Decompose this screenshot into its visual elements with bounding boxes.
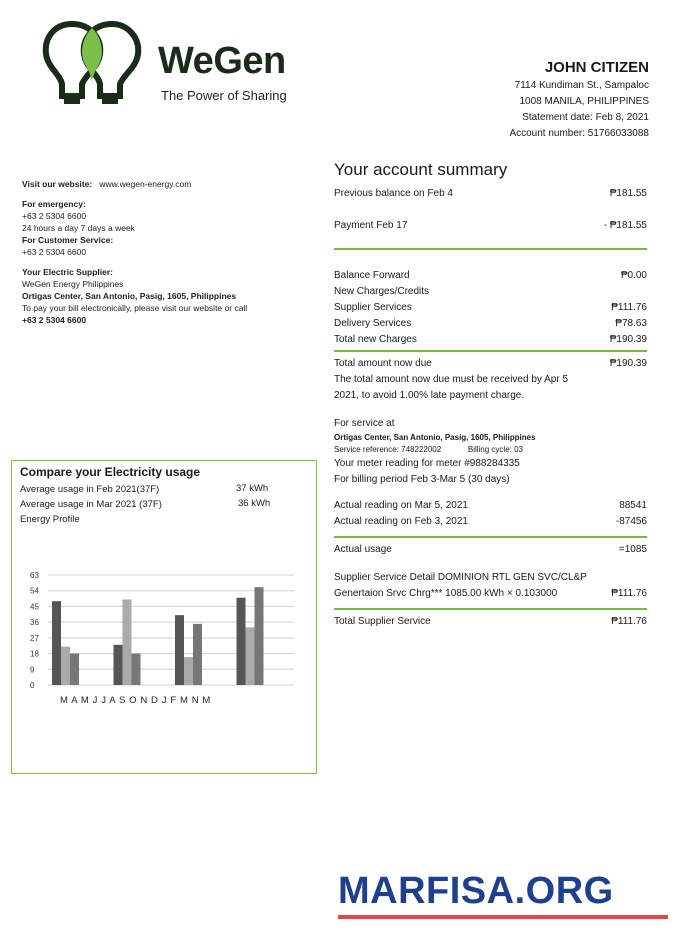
bar	[123, 599, 132, 685]
customer-address-1: 7114 Kundiman St., Sampaloc	[514, 80, 649, 91]
bar	[193, 624, 202, 685]
total-new-label: Total new Charges	[334, 334, 417, 345]
delivery-services-value: ₱78.63	[615, 318, 647, 329]
total-new-value: ₱190.39	[609, 334, 647, 345]
new-charges-label: New Charges/Credits	[334, 286, 430, 297]
bar	[246, 627, 255, 685]
supplier-detail-2: Genertaion Srvc Chrg*** 1085.00 kWh × 0.103000	[334, 588, 558, 599]
bar	[70, 654, 79, 685]
bar	[237, 598, 246, 685]
supplier-detail-row	[334, 586, 647, 602]
bar	[114, 645, 123, 685]
usage-comparison-box	[11, 460, 317, 774]
summary-title: Your account summary	[334, 160, 508, 179]
avg-mar-value: 36 kWh	[238, 498, 271, 509]
service-address: Ortigas Center, San Antonio, Pasig, 1605, Philippines	[334, 433, 536, 442]
avg-mar-label: Average usage in Mar 2021 (37F)	[20, 499, 162, 510]
website-link[interactable]: www.wegen-energy.com	[99, 179, 192, 189]
bar	[175, 615, 184, 685]
account-number: Account number: 51766033088	[509, 128, 649, 139]
due-note-2: 2021, to avoid 1.00% late payment charge.	[334, 390, 525, 401]
actual-feb-label: Actual reading on Feb 3, 2021	[334, 516, 468, 527]
previous-balance-value: ₱181.55	[609, 188, 647, 199]
watermark-underline	[338, 915, 668, 919]
bar	[255, 587, 264, 685]
y-tick-label: 9	[30, 665, 35, 675]
divider	[334, 536, 647, 538]
delivery-services-row	[334, 316, 647, 332]
service-reference: Service reference: 748222002	[334, 445, 442, 454]
actual-feb-value: -87456	[615, 516, 647, 527]
divider	[334, 608, 647, 610]
supplier-name: WeGen Energy Philippines	[22, 279, 124, 289]
balance-forward-label: Balance Forward	[334, 270, 410, 281]
brand-tagline: The Power of Sharing	[161, 88, 287, 103]
customer-address-2: 1008 MANILA, PHILIPPINES	[519, 96, 649, 107]
amount-due-label: Total amount now due	[334, 358, 432, 369]
billing-cycle: Billing cycle: 03	[467, 445, 523, 454]
actual-feb-row	[334, 514, 647, 530]
new-charges-row	[334, 284, 647, 300]
brand-name: WeGen	[158, 40, 286, 82]
y-tick-label: 54	[30, 586, 39, 596]
bar	[61, 647, 70, 685]
supplier-services-row	[334, 300, 647, 316]
energy-profile-label: Energy Profile	[20, 514, 80, 525]
previous-balance-row	[334, 186, 647, 202]
account-summary	[334, 160, 647, 630]
pay-note: To pay your bill electronically, please visit our website or call	[22, 303, 248, 313]
meter-reading: Your meter reading for meter #988284335	[334, 458, 520, 469]
x-tick-labels: M A M J J A S O N D J F M N M	[60, 695, 211, 706]
payment-row	[334, 218, 647, 234]
divider	[334, 248, 647, 250]
energy-usage-chart	[12, 561, 315, 751]
emergency-phone: +63 2 5304 6600	[22, 211, 87, 221]
total-new-row	[334, 332, 647, 348]
previous-balance-label: Previous balance on Feb 4	[334, 188, 453, 199]
payment-value: - ₱181.55	[603, 220, 647, 231]
pay-phone: +63 2 5304 6600	[22, 315, 87, 325]
service-at-label: For service at	[334, 418, 395, 429]
billing-period: For billing period Feb 3-Mar 5 (30 days)	[334, 474, 510, 485]
delivery-services-label: Delivery Services	[334, 318, 412, 329]
supplier-services-label: Supplier Services	[334, 302, 412, 313]
supplier-address: Ortigas Center, San Antonio, Pasig, 1605, Philippines	[22, 291, 237, 301]
avg-feb-label: Average usage in Feb 2021(37F)	[20, 484, 160, 495]
amount-due-value: ₱190.39	[609, 358, 647, 369]
supplier-detail-amount: ₱111.76	[611, 588, 647, 599]
actual-usage-row	[334, 542, 647, 558]
y-tick-label: 36	[30, 618, 39, 628]
supplier-label: Your Electric Supplier:	[22, 267, 114, 277]
emergency-label: For emergency:	[22, 199, 86, 209]
y-tick-label: 18	[30, 649, 39, 659]
usage-title: Compare your Electricity usage	[20, 465, 201, 479]
actual-usage-label: Actual usage	[334, 544, 392, 555]
emergency-hours: 24 hours a day 7 days a week	[22, 223, 135, 233]
payment-label: Payment Feb 17	[334, 220, 408, 231]
balance-forward-value: ₱0.00	[620, 270, 647, 281]
divider	[334, 350, 647, 352]
supplier-services-value: ₱111.76	[611, 302, 647, 313]
y-tick-label: 27	[30, 633, 39, 643]
y-tick-label: 63	[30, 571, 39, 580]
customer-service-label: For Customer Service:	[22, 235, 114, 245]
bar	[52, 601, 61, 685]
amount-due-row	[334, 356, 647, 372]
website-label: Visit our website:	[22, 179, 93, 189]
actual-mar-row	[334, 498, 647, 514]
customer-service-phone: +63 2 5304 6600	[22, 247, 87, 257]
statement-date: Statement date: Feb 8, 2021	[522, 112, 649, 123]
customer-name: JOHN CITIZEN	[544, 59, 649, 76]
actual-mar-label: Actual reading on Mar 5, 2021	[334, 500, 468, 511]
wegen-logo-icon	[42, 18, 142, 110]
total-supplier-value: ₱111.76	[611, 616, 647, 627]
due-note-1: The total amount now due must be received by Apr 5	[334, 374, 569, 385]
balance-forward-row	[334, 268, 647, 284]
avg-feb-value: 37 kWh	[236, 483, 269, 494]
service-reference-row	[334, 444, 647, 456]
y-tick-label: 0	[30, 681, 35, 690]
total-supplier-row	[334, 614, 647, 630]
customer-block	[509, 58, 649, 142]
total-supplier-label: Total Supplier Service	[334, 616, 431, 627]
contact-info	[22, 178, 312, 326]
supplier-detail-1: Supplier Service Detail DOMINION RTL GEN SVC/CL&P	[334, 572, 587, 583]
watermark-text: MARFISA.ORG	[338, 870, 614, 912]
bar	[132, 654, 141, 685]
actual-mar-value: 88541	[619, 500, 647, 511]
bar	[184, 657, 193, 685]
actual-usage-value: =1085	[618, 544, 647, 555]
y-tick-label: 45	[30, 602, 39, 612]
